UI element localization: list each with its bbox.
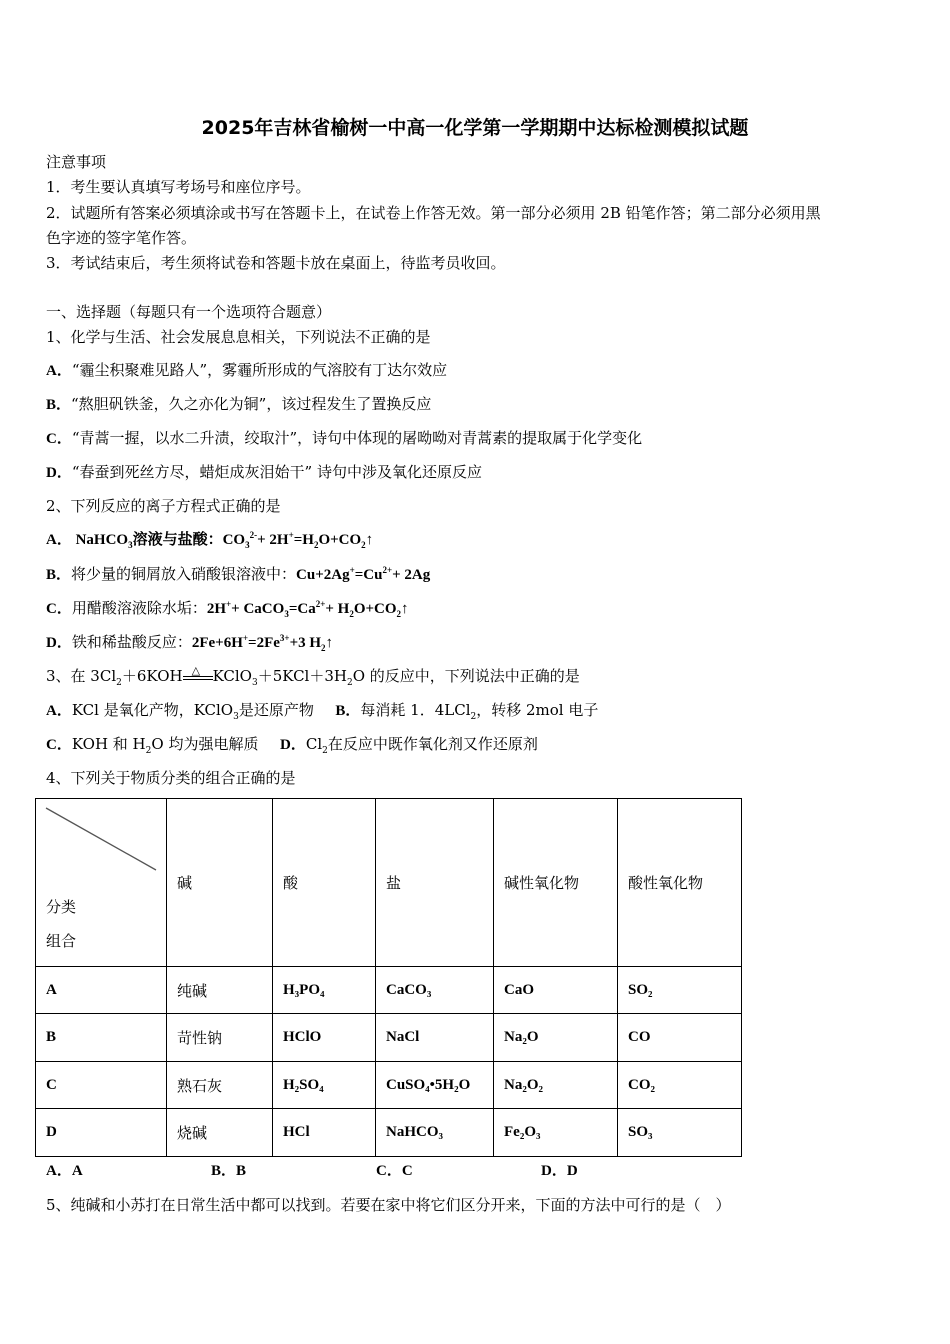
- q3-stem: [46, 666, 580, 686]
- formula-part: ↑: [325, 635, 334, 651]
- q3-options-cd: [46, 734, 538, 755]
- q5-stem: 5、纯碱和小苏打在日常生活中都可以找到。若要在家中将它们区分开来，下面的方法中可行的是（ ）: [46, 1196, 731, 1214]
- formula-part: =H: [293, 532, 314, 548]
- option-label: A．: [46, 363, 72, 379]
- q2-option-d: [46, 632, 333, 653]
- option-text: “熬胆矾铁釜，久之亦化为铜”，该过程发生了置换反应: [71, 395, 432, 413]
- formula-part: =Cu: [354, 567, 383, 583]
- stem-part: ＋6KOH: [121, 667, 183, 685]
- cell-acid-oxide: CO₂: [618, 1062, 742, 1109]
- subscript: 2: [313, 540, 319, 550]
- subscript: 2: [470, 712, 477, 722]
- corner-label-category: 分类: [46, 897, 77, 916]
- superscript: 3+: [279, 633, 290, 643]
- option-text: ，转移 2mol 电子: [476, 701, 599, 719]
- heat-symbol: △: [191, 664, 201, 677]
- notice-item-1: 1．考生要认真填写考场号和座位序号。: [46, 178, 311, 196]
- cell-acid-oxide: CO: [618, 1014, 742, 1062]
- superscript: +: [349, 565, 355, 575]
- stem-part: 3、在 3Cl: [46, 667, 117, 685]
- option-text: O 均为强电解质: [151, 735, 259, 753]
- cell-acid: H₃PO₄: [273, 967, 376, 1014]
- q2-option-b: [46, 564, 430, 585]
- cell-base: 苛性钠: [167, 1014, 273, 1062]
- option-text: “霾尘积聚难见路人”，雾霾所形成的气溶胶有丁达尔效应: [71, 361, 448, 379]
- subscript: 2: [116, 678, 122, 688]
- formula-part: Cu+2Ag: [296, 567, 350, 583]
- table-row: [36, 967, 742, 1014]
- row-label: C: [36, 1062, 167, 1109]
- cell-acid: HClO: [273, 1014, 376, 1062]
- answer-option-a: A．A: [46, 1163, 83, 1179]
- option-label: D．: [46, 465, 72, 481]
- option-label: B．: [335, 703, 361, 719]
- cell-basic-oxide: Na₂O: [494, 1014, 618, 1062]
- subscript: 2: [396, 609, 402, 619]
- row-label: A: [36, 967, 167, 1014]
- cell-salt: NaHCO₃: [376, 1109, 494, 1157]
- notice-item-2-cont: 色字迹的签字笔作答。: [46, 229, 197, 247]
- subscript: 2: [145, 746, 152, 756]
- subscript: 2: [346, 678, 353, 688]
- option-label: B．: [46, 397, 72, 413]
- header-acid-oxide: 酸性氧化物: [618, 799, 742, 967]
- option-text: 在反应中既作氧化剂又作还原剂: [327, 735, 538, 753]
- formula-part: O+CO: [353, 601, 397, 617]
- formula-part: + H: [325, 601, 350, 617]
- superscript: +: [226, 599, 232, 609]
- subscript: 3: [245, 540, 250, 550]
- header-acid: 酸: [273, 799, 376, 967]
- section-heading: 一、选择题（每题只有一个选项符合题意）: [46, 303, 332, 321]
- classification-table: [35, 798, 742, 1157]
- cell-acid: HCl: [273, 1109, 376, 1157]
- formula-part: 2Fe+6H: [191, 635, 243, 651]
- option-text: “青蒿一握，以水二升渍，绞取汁”，诗句中体现的屠呦呦对青蒿素的提取属于化学变化: [71, 429, 643, 447]
- option-label: D．: [280, 737, 306, 753]
- header-base: 碱: [167, 799, 273, 967]
- stem-part: ＋5KCl＋3H: [257, 667, 347, 685]
- stem-part: O 的反应中，下列说法中正确的是: [352, 667, 580, 685]
- superscript: 2+: [315, 599, 326, 609]
- subscript: 2: [361, 540, 366, 550]
- heat-arrow: [183, 664, 213, 684]
- superscript: +: [288, 530, 294, 540]
- page-title: 2025年吉林省榆树一中高一化学第一学期期中达标检测模拟试题: [201, 117, 749, 139]
- subscript: 3: [284, 609, 289, 619]
- cell-acid: H₂SO₄: [273, 1062, 376, 1109]
- cell-basic-oxide: Na₂O₂: [494, 1062, 618, 1109]
- superscript: +: [242, 633, 249, 643]
- subscript: 3: [251, 678, 258, 688]
- row-label: D: [36, 1109, 167, 1157]
- option-text: 将少量的铜屑放入硝酸银溶液中：: [71, 565, 297, 583]
- stem-part: KClO: [212, 667, 252, 685]
- option-text: 铁和稀盐酸反应：: [71, 633, 192, 651]
- option-label: C．: [46, 431, 72, 447]
- answer-option-b: B．B: [211, 1163, 247, 1179]
- cell-salt: CaCO₃: [376, 967, 494, 1014]
- corner-label-combo: 组合: [46, 931, 77, 950]
- q1-stem: 1、化学与生活、社会发展息息相关，下列说法不正确的是: [46, 328, 431, 346]
- table-row: [36, 1062, 742, 1109]
- notice-heading: 注意事项: [46, 153, 107, 171]
- subscript: 3: [128, 540, 133, 550]
- cell-base: 纯碱: [167, 967, 273, 1014]
- option-text: 是还原产物: [238, 701, 314, 719]
- cell-base: 熟石灰: [167, 1062, 273, 1109]
- superscript: 2-: [249, 530, 258, 540]
- cell-salt: CuSO₄•5H₂O: [376, 1062, 494, 1109]
- q1-option-a: [46, 360, 447, 381]
- corner-cell: [36, 799, 167, 967]
- option-text: 每消耗 1．4LCl: [360, 701, 471, 719]
- subscript: 3: [233, 712, 239, 722]
- option-text: KOH 和 H: [71, 735, 146, 753]
- option-text: KCl 是氧化产物，KClO: [71, 701, 234, 719]
- notice-item-3: 3．考试结束后，考生须将试卷和答题卡放在桌面上，待监考员收回。: [46, 254, 506, 272]
- q4-answer-options: [46, 1161, 578, 1181]
- formula-part: O+CO: [318, 532, 362, 548]
- q2-option-a: [46, 530, 373, 550]
- q1-option-d: [46, 462, 482, 483]
- answer-option-c: C．C: [376, 1163, 413, 1179]
- q2-stem: 2、下列反应的离子方程式正确的是: [46, 497, 281, 515]
- formula-part: + CaCO: [231, 601, 285, 617]
- subscript: 2: [321, 643, 326, 653]
- formula-part: 2H: [206, 601, 227, 617]
- q2-option-c: [46, 598, 409, 619]
- formula-part: ↑: [365, 532, 374, 548]
- cell-basic-oxide: Fe₂O₃: [494, 1109, 618, 1157]
- option-label: A．: [46, 532, 72, 548]
- option-label: B．: [46, 567, 72, 583]
- q1-option-b: [46, 394, 431, 415]
- formula-part: =2Fe: [248, 635, 280, 651]
- row-label: B: [36, 1014, 167, 1062]
- cell-acid-oxide: SO₂: [618, 967, 742, 1014]
- q3-options-ab: [46, 700, 598, 721]
- q1-option-c: [46, 428, 642, 449]
- answer-option-d: D．D: [541, 1163, 578, 1179]
- cell-acid-oxide: SO₃: [618, 1109, 742, 1157]
- cell-basic-oxide: CaO: [494, 967, 618, 1014]
- superscript: 2+: [382, 565, 393, 575]
- subscript: 2: [322, 746, 328, 756]
- formula-part: + 2H: [257, 532, 289, 548]
- formula-part: NaHCO: [75, 532, 129, 548]
- option-label: D．: [46, 635, 72, 651]
- option-text: 用醋酸溶液除水垢：: [71, 599, 207, 617]
- formula-part: ↑: [401, 601, 409, 617]
- q4-stem: 4、下列关于物质分类的组合正确的是: [46, 769, 296, 787]
- formula-part: 溶液与盐酸：CO: [132, 532, 246, 548]
- table-row: [36, 1014, 742, 1062]
- formula-part: =Ca: [288, 601, 316, 617]
- option-label: C．: [46, 601, 72, 617]
- header-basic-oxide: 碱性氧化物: [494, 799, 618, 967]
- formula-part: +3 H: [289, 635, 322, 651]
- subscript: 2: [349, 609, 354, 619]
- option-text: Cl: [305, 735, 323, 753]
- diagonal-line: [36, 800, 166, 880]
- table-row: [36, 1109, 742, 1157]
- notice-item-2: 2．试题所有答案必须填涂或书写在答题卡上，在试卷上作答无效。第一部分必须用 2B 铅笔作答；第二部分必须用黑: [46, 204, 821, 222]
- formula-part: + 2Ag: [392, 567, 431, 583]
- cell-salt: NaCl: [376, 1014, 494, 1062]
- header-salt: 盐: [376, 799, 494, 967]
- option-label: A．: [46, 703, 72, 719]
- option-label: C．: [46, 737, 72, 753]
- option-text: “春蚕到死丝方尽，蜡炬成灰泪始干” 诗句中涉及氧化还原反应: [71, 463, 482, 481]
- cell-base: 烧碱: [167, 1109, 273, 1157]
